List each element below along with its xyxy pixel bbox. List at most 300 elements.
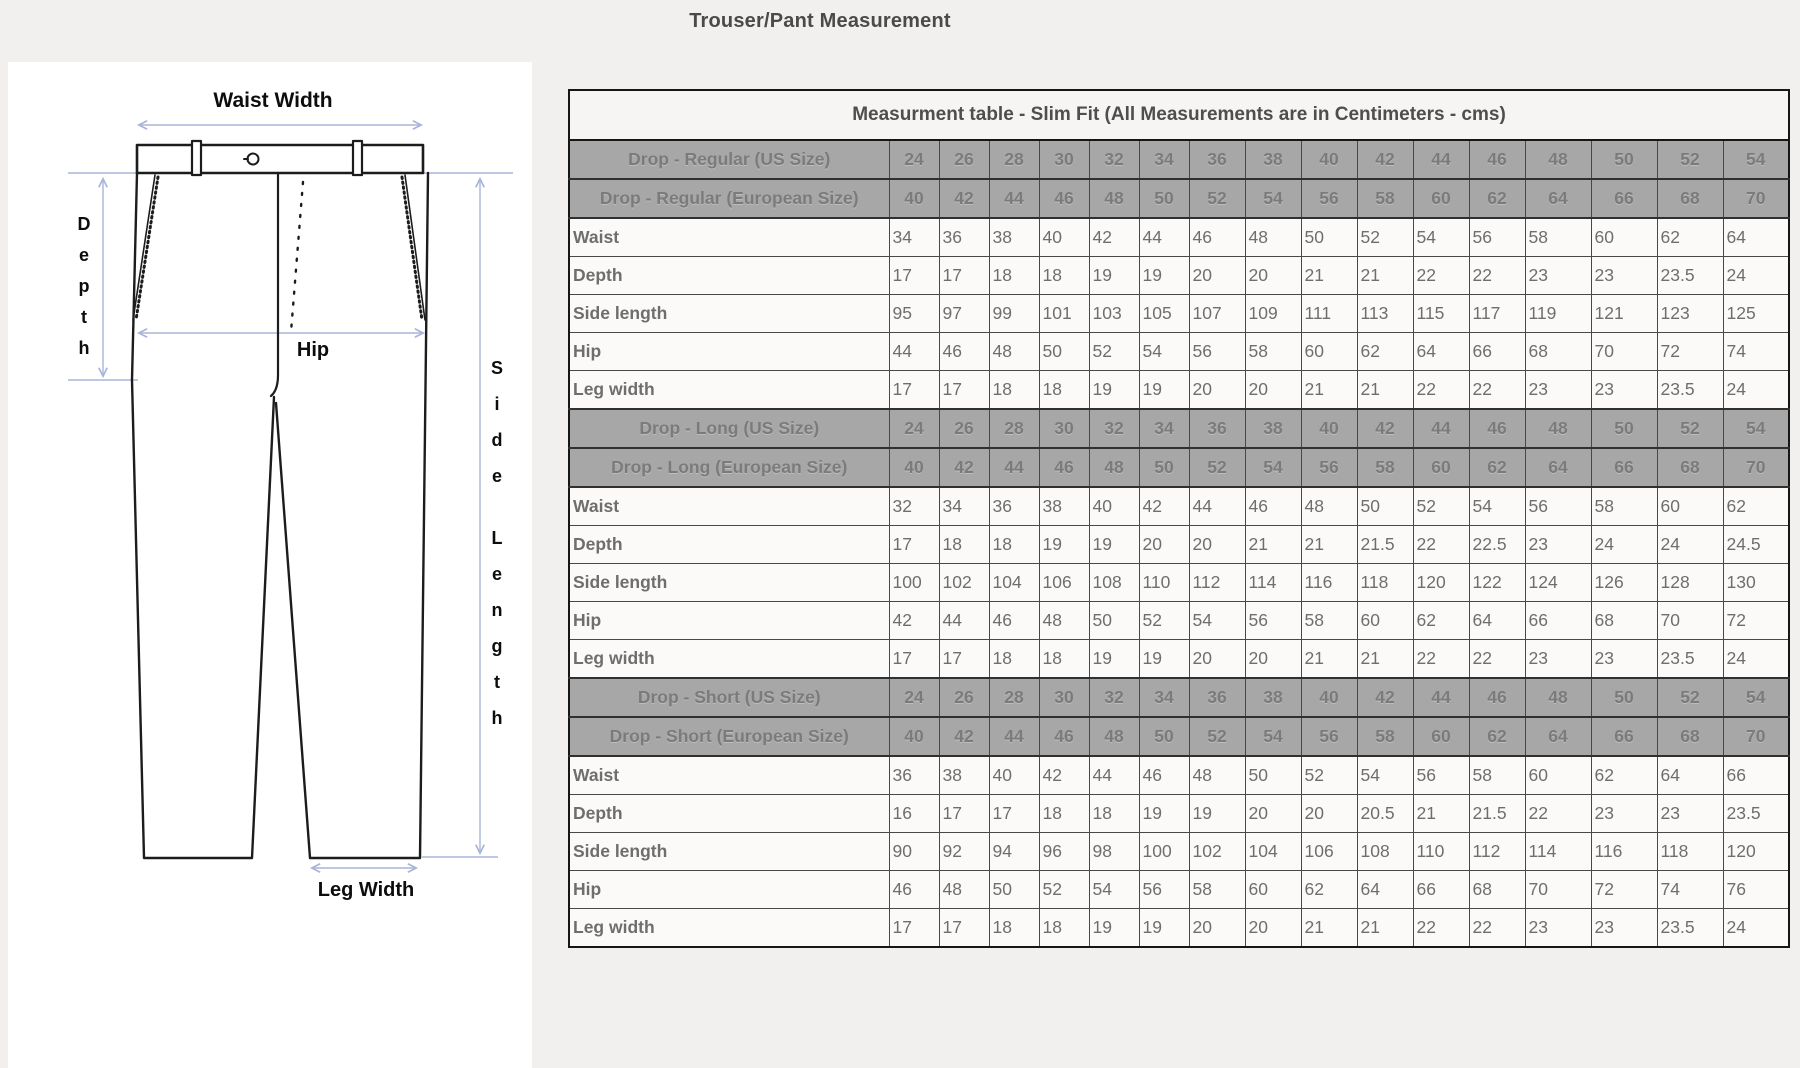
measurement-cell: 24 bbox=[1723, 257, 1789, 295]
measurement-cell: 24 bbox=[1591, 526, 1657, 564]
measurement-cell: 62 bbox=[1591, 756, 1657, 795]
measurement-cell: 62 bbox=[1413, 602, 1469, 640]
size-header-eu-cell: 54 bbox=[1245, 448, 1301, 487]
measurement-cell: 20 bbox=[1245, 640, 1301, 679]
measurement-cell: 46 bbox=[1245, 487, 1301, 526]
measurement-cell: 17 bbox=[889, 526, 939, 564]
measurement-cell: 58 bbox=[1189, 871, 1245, 909]
measurement-cell: 72 bbox=[1591, 871, 1657, 909]
size-header-eu-cell: 44 bbox=[989, 448, 1039, 487]
measurement-cell: 58 bbox=[1591, 487, 1657, 526]
size-header-eu-cell: 62 bbox=[1469, 179, 1525, 218]
size-header-us-cell: 36 bbox=[1189, 678, 1245, 717]
size-header-eu-cell: 48 bbox=[1089, 448, 1139, 487]
size-header-us-cell: 46 bbox=[1469, 140, 1525, 179]
size-header-eu-cell: 44 bbox=[989, 179, 1039, 218]
measurement-cell: 96 bbox=[1039, 833, 1089, 871]
size-header-us-cell: 26 bbox=[939, 140, 989, 179]
measurement-cell: 34 bbox=[889, 218, 939, 257]
trouser-diagram bbox=[8, 62, 532, 1068]
measurement-cell: 54 bbox=[1139, 333, 1189, 371]
measurement-cell: 19 bbox=[1139, 795, 1189, 833]
measurement-cell: 111 bbox=[1301, 295, 1357, 333]
size-header-eu-label: Drop - Short (European Size) bbox=[569, 717, 889, 756]
measurement-table-wrap bbox=[568, 89, 1790, 948]
size-header-eu-cell: 46 bbox=[1039, 179, 1089, 218]
measurement-row-long-side-length bbox=[569, 564, 1789, 602]
measurement-cell: 68 bbox=[1591, 602, 1657, 640]
measurement-cell: 50 bbox=[1089, 602, 1139, 640]
measurement-cell: 56 bbox=[1139, 871, 1189, 909]
measurement-cell: 76 bbox=[1723, 871, 1789, 909]
measurement-cell: 48 bbox=[1189, 756, 1245, 795]
measurement-cell: 50 bbox=[1039, 333, 1089, 371]
measurement-cell: 102 bbox=[939, 564, 989, 602]
size-header-eu-cell: 40 bbox=[889, 717, 939, 756]
measurement-cell: 110 bbox=[1413, 833, 1469, 871]
size-header-eu-cell: 42 bbox=[939, 448, 989, 487]
measurement-cell: 90 bbox=[889, 833, 939, 871]
size-header-us-regular bbox=[569, 140, 1789, 179]
measurement-cell: 18 bbox=[1039, 257, 1089, 295]
measurement-cell: 42 bbox=[1139, 487, 1189, 526]
measurement-cell: 114 bbox=[1525, 833, 1591, 871]
size-header-eu-cell: 68 bbox=[1657, 179, 1723, 218]
row-label: Waist bbox=[569, 218, 889, 257]
measurement-cell: 100 bbox=[889, 564, 939, 602]
measurement-cell: 116 bbox=[1301, 564, 1357, 602]
size-header-us-cell: 38 bbox=[1245, 140, 1301, 179]
size-header-eu-cell: 58 bbox=[1357, 448, 1413, 487]
page-title: Trouser/Pant Measurement bbox=[689, 10, 951, 32]
measurement-cell: 18 bbox=[989, 371, 1039, 410]
measurement-cell: 22 bbox=[1413, 640, 1469, 679]
measurement-cell: 62 bbox=[1723, 487, 1789, 526]
measurement-cell: 22 bbox=[1413, 526, 1469, 564]
measurement-cell: 50 bbox=[1301, 218, 1357, 257]
measurement-cell: 40 bbox=[989, 756, 1039, 795]
measurement-cell: 19 bbox=[1089, 371, 1139, 410]
measurement-cell: 106 bbox=[1301, 833, 1357, 871]
size-header-eu-cell: 68 bbox=[1657, 448, 1723, 487]
size-header-us-cell: 44 bbox=[1413, 140, 1469, 179]
size-header-eu-cell: 40 bbox=[889, 179, 939, 218]
measurement-cell: 42 bbox=[1089, 218, 1139, 257]
measurement-cell: 116 bbox=[1591, 833, 1657, 871]
measurement-cell: 97 bbox=[939, 295, 989, 333]
size-header-us-cell: 48 bbox=[1525, 140, 1591, 179]
fly-line bbox=[271, 173, 278, 396]
measurement-row-regular-side-length bbox=[569, 295, 1789, 333]
measurement-cell: 17 bbox=[889, 371, 939, 410]
measurement-cell: 23 bbox=[1525, 371, 1591, 410]
size-header-us-cell: 46 bbox=[1469, 409, 1525, 448]
measurement-cell: 112 bbox=[1189, 564, 1245, 602]
size-header-eu-label: Drop - Long (European Size) bbox=[569, 448, 889, 487]
size-header-us-cell: 38 bbox=[1245, 678, 1301, 717]
row-label: Side length bbox=[569, 833, 889, 871]
trouser-diagram-panel bbox=[8, 62, 532, 1068]
measurement-cell: 120 bbox=[1723, 833, 1789, 871]
measurement-cell: 54 bbox=[1089, 871, 1139, 909]
measurement-cell: 54 bbox=[1189, 602, 1245, 640]
size-header-us-cell: 52 bbox=[1657, 678, 1723, 717]
size-header-us-cell: 48 bbox=[1525, 678, 1591, 717]
row-label: Leg width bbox=[569, 909, 889, 948]
table-title-row bbox=[569, 90, 1789, 140]
size-header-eu-cell: 70 bbox=[1723, 179, 1789, 218]
measurement-cell: 23 bbox=[1591, 371, 1657, 410]
measurement-cell: 118 bbox=[1657, 833, 1723, 871]
size-header-us-cell: 26 bbox=[939, 409, 989, 448]
measurement-cell: 23 bbox=[1525, 257, 1591, 295]
trouser-outline bbox=[132, 141, 428, 858]
measurement-cell: 46 bbox=[989, 602, 1039, 640]
measurement-cell: 52 bbox=[1357, 218, 1413, 257]
measurement-cell: 44 bbox=[939, 602, 989, 640]
size-header-us-short bbox=[569, 678, 1789, 717]
measurement-cell: 22 bbox=[1469, 909, 1525, 948]
size-header-eu-cell: 58 bbox=[1357, 717, 1413, 756]
measurement-cell: 92 bbox=[939, 833, 989, 871]
measurement-cell: 19 bbox=[1089, 909, 1139, 948]
size-header-us-cell: 48 bbox=[1525, 409, 1591, 448]
right-pocket-stitch bbox=[402, 177, 422, 320]
measurement-cell: 104 bbox=[1245, 833, 1301, 871]
measurement-cell: 36 bbox=[939, 218, 989, 257]
measurement-cell: 22 bbox=[1469, 257, 1525, 295]
measurement-cell: 19 bbox=[1139, 640, 1189, 679]
measurement-cell: 40 bbox=[1039, 218, 1089, 257]
measurement-cell: 20 bbox=[1189, 526, 1245, 564]
measurement-cell: 21 bbox=[1301, 640, 1357, 679]
size-header-eu-cell: 54 bbox=[1245, 717, 1301, 756]
measurement-cell: 21 bbox=[1245, 526, 1301, 564]
measurement-cell: 20 bbox=[1189, 909, 1245, 948]
size-header-eu-regular bbox=[569, 179, 1789, 218]
measurement-row-short-waist bbox=[569, 756, 1789, 795]
right-pocket-line bbox=[405, 175, 425, 320]
size-header-eu-cell: 66 bbox=[1591, 448, 1657, 487]
measurement-cell: 118 bbox=[1357, 564, 1413, 602]
row-label: Depth bbox=[569, 795, 889, 833]
measurement-cell: 18 bbox=[939, 526, 989, 564]
measurement-cell: 22 bbox=[1525, 795, 1591, 833]
size-header-eu-cell: 42 bbox=[939, 717, 989, 756]
measurement-cell: 23 bbox=[1525, 640, 1591, 679]
size-header-eu-cell: 46 bbox=[1039, 448, 1089, 487]
measurement-cell: 18 bbox=[1039, 640, 1089, 679]
measurement-cell: 54 bbox=[1469, 487, 1525, 526]
measurement-cell: 23 bbox=[1591, 257, 1657, 295]
measurement-cell: 24 bbox=[1723, 909, 1789, 948]
measurement-cell: 20.5 bbox=[1357, 795, 1413, 833]
measurement-cell: 17 bbox=[939, 371, 989, 410]
size-header-eu-cell: 40 bbox=[889, 448, 939, 487]
row-label: Leg width bbox=[569, 640, 889, 679]
measurement-cell: 105 bbox=[1139, 295, 1189, 333]
measurement-cell: 74 bbox=[1657, 871, 1723, 909]
measurement-cell: 115 bbox=[1413, 295, 1469, 333]
belt-loop-left bbox=[192, 141, 201, 175]
size-header-us-cell: 24 bbox=[889, 140, 939, 179]
size-header-eu-cell: 60 bbox=[1413, 179, 1469, 218]
table-title: Measurment table - Slim Fit (All Measurements are in Centimeters - cms) bbox=[569, 90, 1789, 140]
size-header-eu-cell: 46 bbox=[1039, 717, 1089, 756]
size-header-eu-cell: 68 bbox=[1657, 717, 1723, 756]
size-header-eu-cell: 50 bbox=[1139, 717, 1189, 756]
measurement-cell: 23 bbox=[1591, 795, 1657, 833]
measurement-cell: 23 bbox=[1591, 640, 1657, 679]
size-header-eu-cell: 64 bbox=[1525, 717, 1591, 756]
row-label: Side length bbox=[569, 295, 889, 333]
measurement-cell: 17 bbox=[989, 795, 1039, 833]
size-header-eu-cell: 44 bbox=[989, 717, 1039, 756]
measurement-cell: 44 bbox=[889, 333, 939, 371]
measurement-cell: 62 bbox=[1301, 871, 1357, 909]
size-header-eu-cell: 64 bbox=[1525, 179, 1591, 218]
measurement-cell: 38 bbox=[1039, 487, 1089, 526]
size-header-eu-cell: 64 bbox=[1525, 448, 1591, 487]
measurement-cell: 70 bbox=[1657, 602, 1723, 640]
measurement-cell: 66 bbox=[1469, 333, 1525, 371]
measurement-cell: 58 bbox=[1301, 602, 1357, 640]
measurement-cell: 94 bbox=[989, 833, 1039, 871]
measurement-cell: 103 bbox=[1089, 295, 1139, 333]
size-header-eu-cell: 48 bbox=[1089, 179, 1139, 218]
waist-width-label: Waist Width bbox=[213, 89, 333, 112]
row-label: Side length bbox=[569, 564, 889, 602]
size-header-us-cell: 50 bbox=[1591, 409, 1657, 448]
row-label: Leg width bbox=[569, 371, 889, 410]
measurement-row-long-leg-width bbox=[569, 640, 1789, 679]
measurement-cell: 23.5 bbox=[1723, 795, 1789, 833]
measurement-cell: 23 bbox=[1657, 795, 1723, 833]
measurement-cell: 20 bbox=[1139, 526, 1189, 564]
size-header-eu-cell: 52 bbox=[1189, 179, 1245, 218]
measurement-cell: 20 bbox=[1189, 371, 1245, 410]
row-label: Hip bbox=[569, 333, 889, 371]
measurement-cell: 18 bbox=[1039, 909, 1089, 948]
measurement-cell: 66 bbox=[1413, 871, 1469, 909]
size-header-us-cell: 26 bbox=[939, 678, 989, 717]
measurement-row-short-hip bbox=[569, 871, 1789, 909]
measurement-cell: 117 bbox=[1469, 295, 1525, 333]
measurement-cell: 48 bbox=[1301, 487, 1357, 526]
measurement-cell: 21 bbox=[1301, 909, 1357, 948]
measurement-cell: 19 bbox=[1039, 526, 1089, 564]
left-pocket-stitch bbox=[136, 177, 158, 320]
size-header-eu-cell: 56 bbox=[1301, 448, 1357, 487]
measurement-cell: 18 bbox=[989, 257, 1039, 295]
measurement-cell: 56 bbox=[1189, 333, 1245, 371]
row-label: Depth bbox=[569, 257, 889, 295]
measurement-cell: 70 bbox=[1525, 871, 1591, 909]
size-header-eu-label: Drop - Regular (European Size) bbox=[569, 179, 889, 218]
waist-button bbox=[248, 154, 259, 165]
measurement-row-long-depth bbox=[569, 526, 1789, 564]
measurement-cell: 58 bbox=[1245, 333, 1301, 371]
measurement-cell: 21 bbox=[1357, 257, 1413, 295]
measurement-cell: 58 bbox=[1525, 218, 1591, 257]
measurement-cell: 52 bbox=[1301, 756, 1357, 795]
measurement-cell: 62 bbox=[1657, 218, 1723, 257]
size-header-us-cell: 40 bbox=[1301, 409, 1357, 448]
measurement-cell: 21 bbox=[1301, 257, 1357, 295]
size-header-us-cell: 36 bbox=[1189, 140, 1245, 179]
measurement-cell: 17 bbox=[939, 640, 989, 679]
measurement-cell: 64 bbox=[1469, 602, 1525, 640]
measurement-cell: 42 bbox=[1039, 756, 1089, 795]
size-header-us-cell: 24 bbox=[889, 409, 939, 448]
measurement-row-regular-depth bbox=[569, 257, 1789, 295]
size-header-us-cell: 32 bbox=[1089, 409, 1139, 448]
measurement-cell: 50 bbox=[1245, 756, 1301, 795]
size-header-eu-cell: 70 bbox=[1723, 717, 1789, 756]
measurement-cell: 46 bbox=[939, 333, 989, 371]
size-header-eu-cell: 58 bbox=[1357, 179, 1413, 218]
measurement-cell: 21 bbox=[1357, 640, 1413, 679]
measurement-cell: 102 bbox=[1189, 833, 1245, 871]
measurement-cell: 22 bbox=[1413, 257, 1469, 295]
measurement-cell: 66 bbox=[1525, 602, 1591, 640]
size-header-us-cell: 54 bbox=[1723, 409, 1789, 448]
size-header-us-cell: 34 bbox=[1139, 678, 1189, 717]
measurement-cell: 17 bbox=[939, 909, 989, 948]
measurement-cell: 24 bbox=[1723, 640, 1789, 679]
measurement-cell: 22.5 bbox=[1469, 526, 1525, 564]
size-header-eu-cell: 60 bbox=[1413, 717, 1469, 756]
measurement-cell: 17 bbox=[889, 909, 939, 948]
size-header-eu-cell: 50 bbox=[1139, 448, 1189, 487]
measurement-cell: 48 bbox=[1039, 602, 1089, 640]
size-header-us-cell: 34 bbox=[1139, 140, 1189, 179]
measurement-cell: 23 bbox=[1525, 909, 1591, 948]
side-length-label: S i d e L e n g t h bbox=[490, 358, 504, 728]
measurement-cell: 40 bbox=[1089, 487, 1139, 526]
measurement-cell: 21.5 bbox=[1357, 526, 1413, 564]
measurement-cell: 38 bbox=[989, 218, 1039, 257]
measurement-cell: 108 bbox=[1089, 564, 1139, 602]
size-header-us-cell: 44 bbox=[1413, 409, 1469, 448]
measurement-cell: 50 bbox=[989, 871, 1039, 909]
measurement-cell: 44 bbox=[1089, 756, 1139, 795]
measurement-cell: 64 bbox=[1357, 871, 1413, 909]
right-leg bbox=[276, 173, 428, 858]
measurement-cell: 36 bbox=[889, 756, 939, 795]
measurement-cell: 48 bbox=[939, 871, 989, 909]
measurement-cell: 119 bbox=[1525, 295, 1591, 333]
size-header-us-cell: 32 bbox=[1089, 140, 1139, 179]
measurement-cell: 52 bbox=[1413, 487, 1469, 526]
measurement-cell: 23.5 bbox=[1657, 371, 1723, 410]
measurement-cell: 17 bbox=[939, 257, 989, 295]
measurement-row-regular-hip bbox=[569, 333, 1789, 371]
measurement-cell: 17 bbox=[939, 795, 989, 833]
measurement-cell: 98 bbox=[1089, 833, 1139, 871]
measurement-cell: 68 bbox=[1469, 871, 1525, 909]
measurement-cell: 60 bbox=[1657, 487, 1723, 526]
measurement-cell: 60 bbox=[1525, 756, 1591, 795]
measurement-cell: 16 bbox=[889, 795, 939, 833]
row-label: Hip bbox=[569, 602, 889, 640]
measurement-cell: 21 bbox=[1357, 909, 1413, 948]
measurement-cell: 36 bbox=[989, 487, 1039, 526]
measurement-cell: 120 bbox=[1413, 564, 1469, 602]
left-leg bbox=[132, 173, 274, 858]
size-header-us-cell: 30 bbox=[1039, 409, 1089, 448]
row-label: Depth bbox=[569, 526, 889, 564]
measurement-cell: 107 bbox=[1189, 295, 1245, 333]
size-header-us-label: Drop - Long (US Size) bbox=[569, 409, 889, 448]
measurement-cell: 62 bbox=[1357, 333, 1413, 371]
size-header-us-cell: 46 bbox=[1469, 678, 1525, 717]
measurement-cell: 72 bbox=[1723, 602, 1789, 640]
measurement-cell: 23.5 bbox=[1657, 909, 1723, 948]
measurement-cell: 46 bbox=[1139, 756, 1189, 795]
measurement-cell: 99 bbox=[989, 295, 1039, 333]
measurement-cell: 20 bbox=[1245, 371, 1301, 410]
measurement-cell: 110 bbox=[1139, 564, 1189, 602]
measurement-cell: 22 bbox=[1413, 909, 1469, 948]
size-header-us-cell: 32 bbox=[1089, 678, 1139, 717]
measurement-cell: 19 bbox=[1089, 526, 1139, 564]
measurement-cell: 123 bbox=[1657, 295, 1723, 333]
measurement-row-short-leg-width bbox=[569, 909, 1789, 948]
measurement-cell: 46 bbox=[889, 871, 939, 909]
measurement-cell: 66 bbox=[1723, 756, 1789, 795]
size-header-us-cell: 54 bbox=[1723, 140, 1789, 179]
measurement-cell: 19 bbox=[1139, 257, 1189, 295]
measurement-cell: 64 bbox=[1413, 333, 1469, 371]
measurement-cell: 122 bbox=[1469, 564, 1525, 602]
size-header-us-cell: 24 bbox=[889, 678, 939, 717]
row-label: Waist bbox=[569, 756, 889, 795]
size-header-us-cell: 40 bbox=[1301, 678, 1357, 717]
size-header-eu-cell: 66 bbox=[1591, 717, 1657, 756]
size-header-eu-cell: 50 bbox=[1139, 179, 1189, 218]
measurement-cell: 42 bbox=[889, 602, 939, 640]
measurement-cell: 124 bbox=[1525, 564, 1591, 602]
size-header-eu-cell: 56 bbox=[1301, 179, 1357, 218]
size-header-us-cell: 30 bbox=[1039, 140, 1089, 179]
depth-label: D e p t h bbox=[77, 214, 91, 358]
size-header-us-label: Drop - Regular (US Size) bbox=[569, 140, 889, 179]
measurement-cell: 17 bbox=[889, 257, 939, 295]
measurement-table-body bbox=[569, 90, 1789, 947]
crease-dotted-line bbox=[291, 182, 303, 332]
size-header-eu-cell: 66 bbox=[1591, 179, 1657, 218]
measurement-cell: 56 bbox=[1413, 756, 1469, 795]
measurement-cell: 68 bbox=[1525, 333, 1591, 371]
size-header-us-cell: 52 bbox=[1657, 140, 1723, 179]
measurement-row-short-depth bbox=[569, 795, 1789, 833]
measurement-cell: 18 bbox=[989, 909, 1039, 948]
size-header-us-cell: 44 bbox=[1413, 678, 1469, 717]
size-header-us-long bbox=[569, 409, 1789, 448]
waistband bbox=[137, 145, 423, 173]
measurement-cell: 23.5 bbox=[1657, 640, 1723, 679]
measurement-cell: 18 bbox=[989, 526, 1039, 564]
measurement-cell: 18 bbox=[989, 640, 1039, 679]
size-header-us-cell: 28 bbox=[989, 409, 1039, 448]
measurement-cell: 18 bbox=[1039, 371, 1089, 410]
measurement-cell: 113 bbox=[1357, 295, 1413, 333]
size-header-us-cell: 38 bbox=[1245, 409, 1301, 448]
measurement-cell: 21 bbox=[1357, 371, 1413, 410]
measurement-row-long-waist bbox=[569, 487, 1789, 526]
measurement-cell: 60 bbox=[1357, 602, 1413, 640]
